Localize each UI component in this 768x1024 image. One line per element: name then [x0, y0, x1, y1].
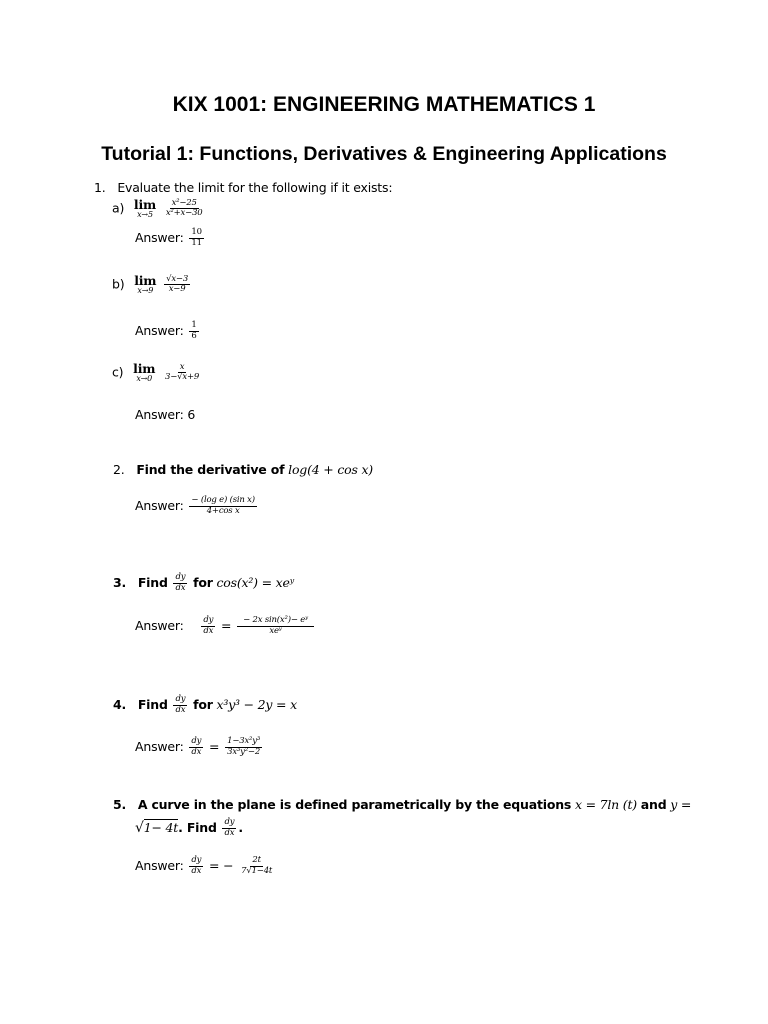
answer-3 [135, 616, 316, 637]
limit-operator: lim x→5 [133, 197, 157, 220]
answer-value: $\frac{\text{− 2x sin(x²)− eʸ}}{\text{xeʸ}}$ [237, 616, 314, 637]
equals-sign: = [221, 617, 232, 633]
answer-derivative: $\frac{dy}{dx}$ [191, 736, 202, 757]
limit-operator: lim x→9 [134, 273, 157, 296]
question-number: 4. [113, 696, 127, 712]
question-expression: x³y³ − 2y = x [216, 696, 297, 712]
limit-operator: lim x→0 [133, 361, 156, 384]
answer-label: Answer: [135, 497, 184, 513]
sqrt-sign: √ [135, 819, 144, 836]
part-label: c) [112, 364, 124, 380]
answer-value: $\frac{2t}{7√1-4t}$ [241, 855, 273, 876]
question-text: A curve in the plane is defined parametrically by the equations [137, 797, 572, 812]
answer-value: $\frac{1}{6}$ [191, 320, 197, 341]
answer-label: Answer: [135, 738, 184, 754]
find-word: Find [137, 696, 168, 712]
document-title: KIX 1001: ENGINEERING MATHEMATICS 1 [172, 93, 596, 116]
for-word: for [193, 696, 213, 712]
find-text: . Find [178, 819, 217, 835]
equation-y: y = [670, 797, 692, 812]
and-word: and [640, 797, 667, 812]
equals-sign: = [209, 738, 220, 754]
question-5-line-2: √1− 4t. Find $\frac{dy}{dx}$ . [135, 817, 243, 838]
question-number: 2. [113, 462, 125, 477]
sqrt-expression: 1− 4t [143, 819, 179, 835]
answer-label: Answer: [135, 617, 184, 633]
answer-derivative: $\frac{dy}{dx}$ [191, 855, 202, 876]
question-2 [113, 462, 373, 477]
limit-expression: $\frac{x}{3-√x+9}$ [165, 361, 200, 383]
question-1 [94, 180, 392, 195]
question-number: 1. [94, 180, 106, 195]
answer-value: $\frac{10}{11}$ [191, 227, 202, 248]
answer-value: $\frac{\text{− (log e) (sin x)}}{\text{4+cos x}}$ [191, 495, 255, 516]
part-label: b) [112, 276, 125, 292]
answer-derivative: $\frac{dy}{dx}$ [203, 615, 214, 636]
for-word: for [193, 574, 213, 590]
question-text: Find the derivative of [136, 462, 285, 477]
question-4 [113, 695, 297, 716]
question-3 [113, 573, 294, 594]
question-number: 3. [113, 574, 127, 590]
answer-5 [135, 856, 276, 877]
find-word: Find [137, 574, 168, 590]
equation-x: x = 7ln (t) [574, 797, 637, 812]
answer-label: Answer: [135, 407, 184, 422]
question-number: 5. [113, 797, 127, 812]
answer-b [135, 321, 201, 342]
derivative-symbol: $\frac{dy}{dx}$ [175, 694, 186, 715]
derivative-symbol: $\frac{dy}{dx}$ [175, 572, 186, 593]
part-b [112, 274, 192, 296]
answer-4 [135, 737, 264, 758]
answer-label: Answer: [135, 322, 184, 338]
tutorial-subtitle: Tutorial 1: Functions, Derivatives & Engineering Applications [101, 143, 667, 165]
limit-expression: $\frac{\text{x²−25}}{\text{x²+x−30}}$ [165, 197, 203, 219]
derivative-symbol: $\frac{dy}{dx}$ [224, 817, 235, 838]
answer-a [135, 228, 206, 249]
question-text: Evaluate the limit for the following if it exists: [117, 180, 393, 195]
equals-minus: = − [209, 857, 234, 873]
answer-2 [135, 496, 259, 517]
question-5-line-1 [113, 797, 691, 812]
question-expression: log(4 + cos x) [288, 462, 373, 477]
answer-value: $\frac{\text{1−3x²y³}}{\text{3x³y²−2}}$ [227, 736, 261, 757]
answer-label: Answer: [135, 857, 184, 873]
part-a [112, 198, 206, 220]
answer-value: 6 [187, 407, 196, 422]
answer-label: Answer: [135, 229, 184, 245]
question-expression: cos(x²) = xeʸ [216, 574, 294, 590]
part-c [112, 362, 203, 384]
limit-expression: $\frac{√x-3}{x-9}$ [166, 273, 189, 295]
answer-c [135, 407, 195, 422]
part-label: a) [112, 200, 125, 216]
